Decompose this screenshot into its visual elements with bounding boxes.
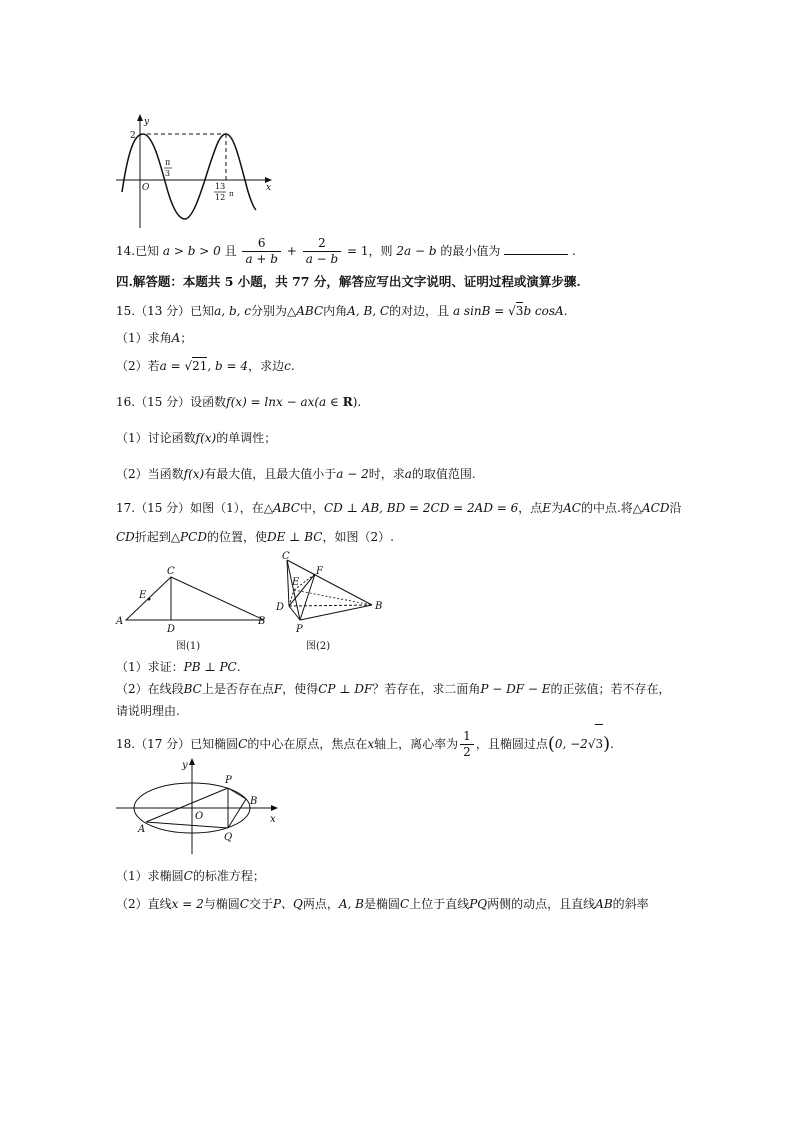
ellipse-label-q: Q (224, 832, 233, 843)
fig2-label-d: D (276, 602, 285, 613)
q18-p2-ab: A, B (338, 897, 365, 911)
q18-p2-c: C (239, 897, 249, 911)
q17-condition: CD ⊥ AB, BD = 2CD = 2AD = 6 (323, 501, 519, 515)
question-18-part-1 (116, 868, 265, 884)
q17-stem-a: 17.（15 分）如图（1），在 (116, 501, 264, 515)
q17-p2-text-c: ，使得 (282, 682, 319, 696)
q16-p1-text: （1）讨论函数 (116, 431, 196, 445)
q14-f2-numerator: 2 (303, 236, 342, 252)
q18-p1-c: C (183, 869, 193, 883)
q18-p2-text-g: 两侧的动点，且直线 (487, 897, 596, 911)
figure-2-tetrahedron (270, 552, 400, 652)
q16-p1-text-b: 的单调性； (216, 431, 277, 445)
q16-p2-text: （2）当函数 (116, 467, 184, 481)
q18-p2-text-c: 交于 (248, 897, 273, 911)
q17-line2-a: 折起到 (134, 530, 171, 544)
q15-p2-text: （2）若 (116, 359, 160, 373)
q18-frac-num: 1 (460, 729, 474, 745)
q18-frac-den: 2 (463, 745, 471, 759)
y-axis-arrow-icon (137, 114, 143, 121)
q16-p2-text-c: 时，求 (368, 467, 405, 481)
edge-cb (287, 560, 372, 605)
q14-plus: + (286, 244, 297, 258)
q16-stem-a: 16.（15 分）设函数 (116, 395, 227, 409)
q16-function: f(x) = lnx − ax(a ∈ (226, 395, 343, 409)
q18-p2-pq: P、Q (272, 897, 303, 911)
fig2-label-p: P (296, 624, 303, 635)
segment-pb (228, 788, 246, 799)
segment-ap (146, 788, 228, 822)
q18-p2-text-f: 上位于直线 (409, 897, 470, 911)
y-axis-label: y (144, 117, 150, 127)
q17-p2-text-e: 的正弦值；若不存在， (550, 682, 671, 696)
q18-p2-ab2: AB (595, 897, 613, 911)
q14-suffix: 的最小值为 (440, 244, 501, 258)
q16-p2-text-b: 有最大值，且最大值小于 (204, 467, 337, 481)
q14-and: 且 (224, 244, 237, 258)
question-16-part-2 (116, 466, 476, 482)
fig2-caption: 图(2) (306, 641, 331, 652)
fig1-label-a: A (116, 616, 124, 627)
q17-line2-b: 的位置，使 (206, 530, 267, 544)
q14-f1-denominator: a + b (245, 252, 278, 266)
q17-cd: CD (116, 530, 135, 544)
origin-label: O (142, 183, 150, 193)
q18-rparen: ) (603, 733, 611, 755)
q18-end: . (610, 737, 614, 751)
fig2-label-f: F (316, 566, 323, 577)
q15-angles: A, B, C (347, 304, 390, 318)
q18-stem-b: 的中心在原点，焦点在 (247, 737, 368, 751)
q18-p2-text-e: 是椭圆 (364, 897, 401, 911)
q18-stem-a: 18.（17 分）已知椭圆 (116, 737, 239, 751)
q14-end: . (572, 244, 576, 258)
fig1-label-b: B (258, 616, 266, 627)
q18-point-sqrt-value: 3 (595, 724, 603, 763)
q15-stem-c: 内角 (323, 304, 348, 318)
q18-lparen: ( (547, 733, 555, 755)
segment-aq (146, 822, 228, 828)
q18-stem-c: 轴上，离心率为 (374, 737, 459, 751)
q17-p2-cond: CP ⊥ DF (318, 682, 373, 696)
q15-sqrt-value: 3 (515, 304, 524, 318)
fig1-label-e: E (139, 590, 147, 601)
q15-p1-text: （1）求角 (116, 331, 172, 345)
tick2-denominator: 12 (215, 193, 226, 202)
ellipse-figure (112, 756, 292, 856)
q18-point-sqrt: √3 (588, 737, 603, 751)
q16-p2-text-d: 的取值范围. (411, 467, 476, 481)
q17-line2-cond: DE ⊥ BC (266, 530, 323, 544)
q18-p2-line: x = 2 (171, 897, 204, 911)
fig1-label-c: C (167, 566, 175, 577)
q17-stem-b: 中， (299, 501, 324, 515)
q17-p2-bc: BC (183, 682, 202, 696)
segment-pf (300, 574, 315, 620)
q17-p1-expr: PB ⊥ PC (183, 660, 237, 674)
q17-stem-c: ，点 (518, 501, 543, 515)
tick1-numerator: π (165, 158, 171, 167)
q18-p2-c2: C (400, 897, 410, 911)
q17-triangle-acd: △ACD (632, 501, 670, 515)
q18-point-a: 0, −2 (554, 737, 588, 751)
question-15-part-2 (116, 357, 295, 374)
q18-p2-pq2: PQ (469, 897, 488, 911)
question-17-part-2 (116, 681, 671, 697)
q14-fraction-2 (303, 236, 342, 267)
q14-fraction-1 (242, 236, 281, 267)
edge-db-dashed (289, 605, 372, 606)
q14-condition: a > b > 0 (162, 244, 221, 258)
question-17-part-2-line-2: 请说明理由. (116, 704, 180, 718)
q14-equals: = 1，则 (347, 244, 393, 258)
q16-p1-func: f(x) (195, 431, 217, 445)
q15-p2-eq-b: , b = 4 (207, 359, 249, 373)
q17-triangle: △ABC (263, 501, 300, 515)
y-axis-arrow-icon (189, 758, 195, 765)
q15-p2-text-b: ，求边 (248, 359, 285, 373)
q17-p2-angle: P − DF − E (480, 682, 551, 696)
q16-p2-var: a (404, 467, 412, 481)
tick2-pi: π (229, 190, 234, 198)
q17-ac: AC (563, 501, 581, 515)
question-15-part-1 (116, 330, 192, 346)
q15-triangle: △ABC (287, 304, 324, 318)
q17-p2-text-d: ？若存在，求二面角 (372, 682, 481, 696)
x-axis-label: x (266, 183, 272, 193)
q17-p1-text: （1）求证： (116, 660, 184, 674)
section-4-heading: 四.解答题：本题共 5 小题，共 77 分，解答应写出文字说明、证明过程或演算步骤. (116, 274, 581, 289)
q17-stem-d: 为 (551, 501, 564, 515)
q15-eq-b: b cosA (523, 304, 564, 318)
point-e-dot (148, 598, 151, 601)
q17-stem-f: 沿 (669, 501, 682, 515)
question-18-part-2 (116, 896, 649, 912)
triangle-abc (126, 577, 264, 620)
q18-p2-text-h: 的斜率 (612, 897, 649, 911)
tick1-denominator: 3 (165, 169, 171, 178)
fig1-label-d: D (167, 624, 176, 635)
q15-p1-var: A (171, 331, 181, 345)
sine-curve (122, 134, 256, 219)
question-16-part-1 (116, 430, 276, 446)
max-value-label: 2 (130, 131, 136, 141)
q15-vars: a, b, c (214, 304, 251, 318)
q17-point-e: E (542, 501, 552, 515)
ellipse-label-b: B (250, 796, 258, 807)
q17-line2-c: ，如图（2）. (322, 530, 394, 544)
q15-p2-sqrt-value: 21 (192, 359, 208, 373)
x-axis-arrow-icon (271, 805, 278, 811)
question-17-stem-line-2 (116, 529, 394, 545)
ellipse-label-p: P (225, 775, 232, 786)
q15-p2-var: c (284, 359, 291, 373)
q15-p2-eq-a: a = (159, 359, 185, 373)
fig2-label-b: B (375, 601, 383, 612)
q18-p2-text-d: 两点， (302, 897, 339, 911)
q14-expression: 2a − b (396, 244, 437, 258)
question-17-stem-line-1 (116, 500, 681, 516)
q15-stem-d: 的对边，且 (389, 304, 450, 318)
q17-p2-text: （2）在线段 (116, 682, 184, 696)
q18-ellipse-c: C (238, 737, 248, 751)
q17-p1-end: . (236, 660, 241, 674)
q18-p2-text-b: 与椭圆 (203, 897, 240, 911)
q18-stem-d: ，且椭圆过点 (475, 737, 548, 751)
ellipse-label-a: A (138, 824, 146, 835)
fig1-caption: 图(1) (176, 641, 201, 652)
figure-1-triangle (116, 563, 276, 658)
q16-p2-func: f(x) (183, 467, 205, 481)
q14-answer-blank[interactable] (504, 242, 568, 255)
q15-p2-sqrt: √21 (184, 359, 208, 373)
question-16-stem (116, 394, 361, 410)
fig2-label-c: C (282, 551, 290, 562)
q15-end: . (563, 304, 568, 318)
ellipse-label-y: y (182, 760, 188, 771)
question-15-stem (116, 302, 568, 319)
q14-f1-numerator: 6 (242, 236, 281, 252)
q15-stem-a: 15.（13 分）已知 (116, 304, 215, 318)
q14-prefix: 14.已知 (116, 244, 160, 258)
q18-p1-text-b: 的标准方程； (192, 869, 265, 883)
q15-sqrt: √3 (508, 304, 524, 318)
sine-graph (110, 112, 280, 230)
q18-p1-text: （1）求椭圆 (116, 869, 184, 883)
q15-eq-a: a sinB = (452, 304, 509, 318)
q14-f2-denominator: a − b (305, 252, 339, 266)
tick2-numerator: 13 (215, 182, 226, 191)
q18-eccentricity (460, 729, 474, 760)
q17-p2-f: F (273, 682, 283, 696)
q17-stem-e: 的中点.将 (580, 501, 633, 515)
question-14 (116, 233, 576, 269)
fig2-label-e: E (292, 577, 300, 588)
q15-p1-end: ； (180, 331, 193, 345)
q18-p2-text: （2）直线 (116, 897, 172, 911)
q15-stem-b: 分别为 (251, 304, 288, 318)
q17-triangle-pcd: △PCD (170, 530, 207, 544)
q16-p2-expr: a − 2 (336, 467, 369, 481)
q15-p2-end: . (290, 359, 295, 373)
q16-reals: R (342, 395, 353, 409)
ellipse-label-o: O (195, 811, 204, 822)
ellipse-label-x: x (270, 814, 276, 825)
question-17-part-1 (116, 659, 241, 675)
q16-end: ). (352, 395, 362, 409)
edge-pb (300, 605, 372, 620)
q17-p2-text-b: 上是否存在点 (201, 682, 274, 696)
q18-x: x (367, 737, 375, 751)
